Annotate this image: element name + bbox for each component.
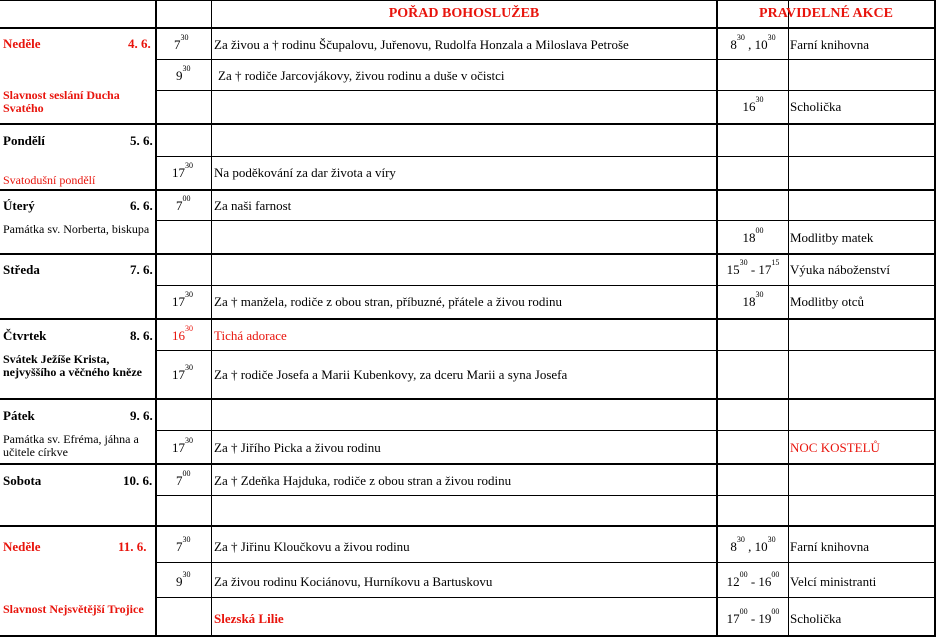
day-name: Středa: [3, 262, 40, 277]
event-name: Farní knihovna: [790, 37, 870, 52]
service-intention: Za † rodiče Jarcovjákovy, živou rodinu a duše v očistci: [218, 68, 505, 83]
event-name: Scholička: [790, 99, 842, 114]
service-intention: Na poděkování za dar života a víry: [214, 165, 396, 180]
day-note: Slavnost seslání Ducha Svatého: [3, 88, 120, 115]
event-name: Modlitby matek: [790, 230, 874, 245]
event-name: Modlitby otců: [790, 294, 865, 309]
service-intention: Za živou a † rodinu Ščupalovu, Juřenovu, Rudolfa Honzala a Miloslava Petroše: [214, 37, 629, 52]
day-date: 11. 6.: [118, 539, 147, 554]
event-time: $12^{00} - 16^{00}$: [726, 570, 780, 589]
service-time: $7^{30}$: [174, 33, 189, 52]
service-time: $16^{30}$: [172, 324, 193, 343]
events-header: PRAVIDELNÉ AKCE: [759, 6, 893, 21]
service-time: $7^{00}$: [176, 194, 191, 213]
event-name: Výuka náboženství: [790, 262, 891, 277]
grid-line: [0, 253, 936, 255]
grid-line: [155, 597, 936, 598]
service-intention: Za † Jiřinu Kloučkovu a živou rodinu: [214, 539, 410, 554]
grid-line: [0, 398, 936, 400]
grid-line: [0, 0, 936, 1]
event-time: $16^{30}$: [742, 95, 764, 114]
services-header: POŘAD BOHOSLUŽEB: [388, 6, 540, 21]
day-date: 5. 6.: [130, 133, 153, 148]
event-name: Farní knihovna: [790, 539, 870, 554]
service-time: $7^{30}$: [176, 535, 191, 554]
service-time: $17^{30}$: [172, 161, 193, 180]
grid-line: [0, 318, 936, 320]
day-name: Neděle: [3, 36, 41, 51]
day-name: Pondělí: [3, 133, 45, 148]
day-date: 8. 6.: [130, 328, 153, 343]
day-date: 9. 6.: [130, 408, 153, 423]
grid-line: [155, 562, 936, 563]
grid-line: [155, 350, 936, 351]
grid-line: [0, 27, 936, 29]
grid-line: [155, 220, 936, 221]
grid-line: [0, 525, 936, 527]
day-name: Neděle: [3, 539, 41, 554]
day-note: Památka sv. Norberta, biskupa: [3, 222, 150, 236]
day-name: Úterý: [3, 198, 35, 213]
day-note: Slavnost Nejsvětější Trojice: [3, 602, 144, 616]
day-date: 7. 6.: [130, 262, 153, 277]
day-date: 4. 6.: [128, 36, 151, 51]
grid-line: [155, 285, 936, 286]
event-time: $18^{30}$: [742, 290, 764, 309]
service-time: $17^{30}$: [172, 363, 193, 382]
event-name: Velcí ministranti: [790, 574, 877, 589]
grid-line: [155, 90, 936, 91]
event-time: $18^{00}$: [742, 226, 764, 245]
grid-line: [155, 59, 936, 60]
service-time: $7^{00}$: [176, 469, 191, 488]
service-intention: Za † rodiče Josefa a Marii Kubenkovy, za dceru Marii a syna Josefa: [214, 367, 568, 382]
grid-line: [0, 463, 936, 465]
event-time: $15^{30} - 17^{15}$: [726, 258, 780, 277]
day-name: Sobota: [3, 473, 42, 488]
event-time: $17^{00} - 19^{00}$: [726, 607, 780, 626]
day-date: 6. 6.: [130, 198, 153, 213]
grid-line: [155, 430, 936, 431]
event-time: $8^{30}$ , $10^{30}$: [730, 535, 776, 554]
service-intention: Slezská Lilie: [214, 611, 284, 626]
service-intention: Za † manžela, rodiče z obou stran, příbuzné, přátele a živou rodinu: [214, 294, 562, 309]
event-name: Scholička: [790, 611, 842, 626]
day-name: Čtvrtek: [3, 328, 47, 343]
service-intention: Za naši farnost: [214, 198, 292, 213]
day-name: Pátek: [3, 408, 35, 423]
day-note: Svátek Ježíše Krista, nejvyššího a věčného kněze: [3, 352, 142, 379]
service-time: $17^{30}$: [172, 436, 193, 455]
service-intention: Za živou rodinu Kociánovu, Hurníkovu a Bartuskovu: [214, 574, 493, 589]
service-time: $17^{30}$: [172, 290, 193, 309]
service-time: $9^{30}$: [176, 64, 191, 83]
day-date: 10. 6.: [123, 473, 153, 488]
day-note: Svatodušní pondělí: [3, 173, 96, 187]
event-time: $8^{30}$ , $10^{30}$: [730, 33, 776, 52]
event-name: NOC KOSTELŮ: [790, 440, 880, 455]
service-intention: Tichá adorace: [214, 328, 287, 343]
service-intention: Za † Jiřího Picka a živou rodinu: [214, 440, 381, 455]
service-time: $9^{30}$: [176, 570, 191, 589]
grid-line: [0, 189, 936, 191]
grid-line: [155, 156, 936, 157]
grid-line: [0, 123, 936, 125]
service-intention: Za † Zdeňka Hajduka, rodiče z obou stran a živou rodinu: [214, 473, 512, 488]
day-note: Památka sv. Efréma, jáhna a učitele církve: [3, 432, 139, 459]
grid-line: [155, 495, 936, 496]
